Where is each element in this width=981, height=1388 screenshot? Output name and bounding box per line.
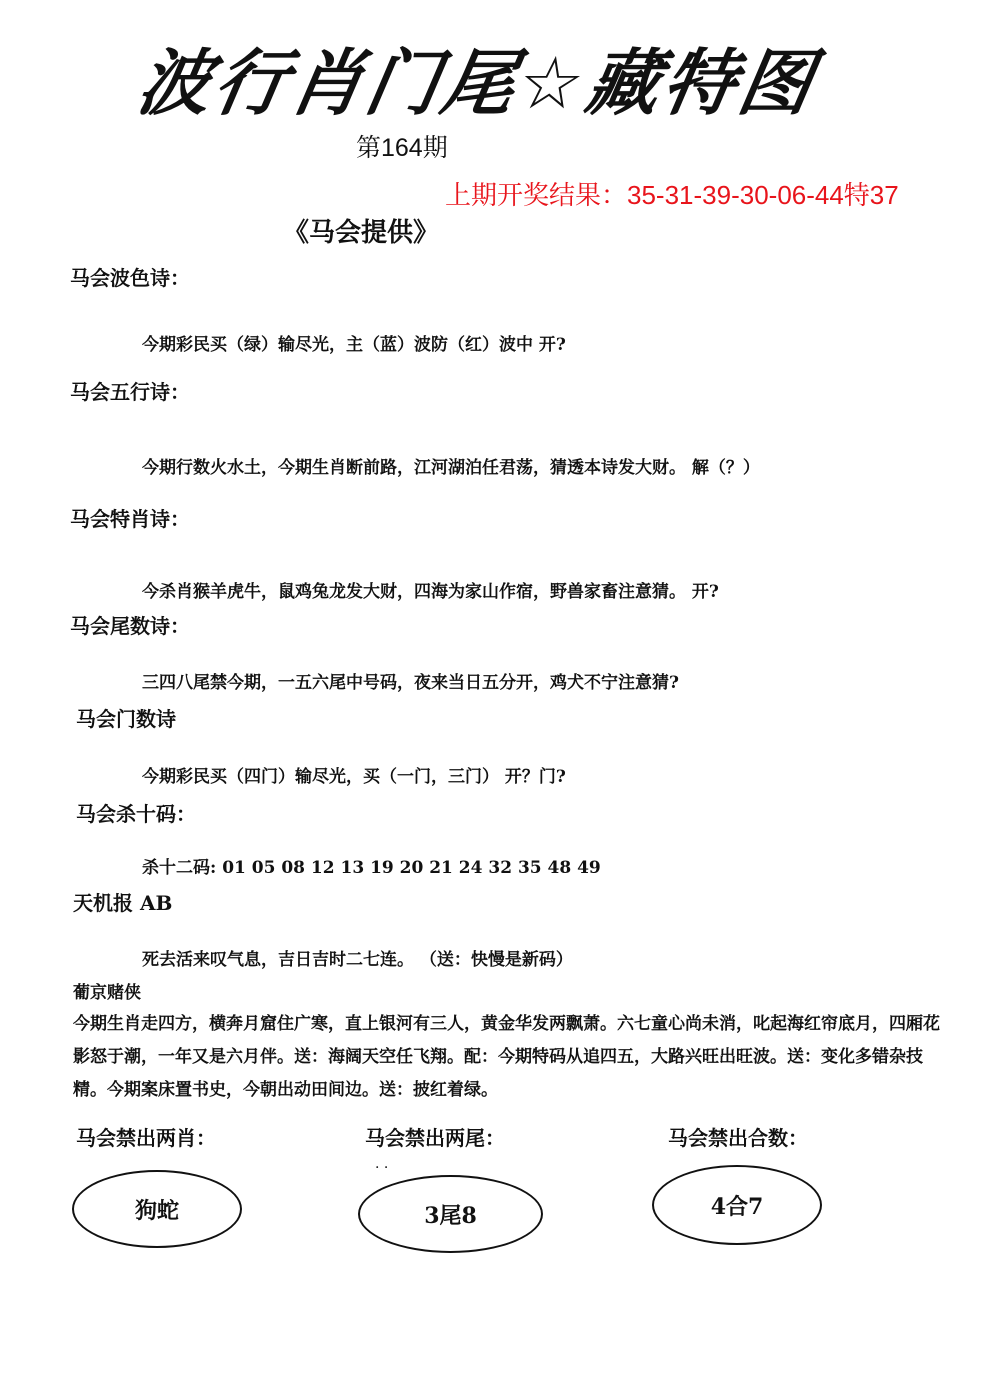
ban-zodiac-value: 狗蛇: [134, 1197, 179, 1224]
macau-text: 今期生肖走四方，横奔月窟住广寒，直上银河有三人，黄金华发两飘萧。六七童心尚未消，叱起海红帘底月，四厢花影怒于潮，一年又是六月伴。送：海阔天空任飞翔。配：今期特码从追四五，大路兴旺出旺波。送：变化多错杂技精。今期案床置书史，今朝出动田间边。送：披红着绿。: [73, 1014, 940, 1100]
kill-ten-text: 杀十二码: 01 05 08 12 13 19 20 21 24 32 35 48 49: [142, 858, 601, 878]
ban-tail-value: 3尾8: [424, 1202, 477, 1229]
page-title: 波行肖门尾☆藏特图: [131, 41, 823, 125]
ban-tail-ellipse: [358, 1175, 543, 1253]
issue-number: 第164期: [356, 134, 448, 162]
ban-zodiac-label: 马会禁出两肖：: [76, 1126, 216, 1150]
ban-sum-ellipse: [652, 1165, 822, 1245]
decorative-dots: · ·: [375, 1160, 389, 1176]
ban-zodiac-ellipse: [72, 1170, 242, 1248]
kill-ten-heading: 马会杀十码：: [76, 802, 196, 826]
tianji-text: 死去活来叹气息，吉日吉时二七连。 （送：快慢是新码）: [142, 950, 573, 970]
door-number-text: 今期彩民买（四门）输尽光，买（一门，三门） 开？门?: [142, 767, 566, 787]
last-result: 上期开奖结果：35-31-39-30-06-44特37: [445, 180, 899, 210]
special-zodiac-heading: 马会特肖诗：: [70, 507, 190, 531]
ban-sum-label: 马会禁出合数：: [668, 1126, 808, 1150]
tail-number-heading: 马会尾数诗：: [70, 614, 190, 638]
macau-heading: 葡京赌侠: [73, 983, 141, 1003]
tianji-heading: 天机报 AB: [73, 891, 173, 915]
five-elements-heading: 马会五行诗：: [70, 380, 190, 404]
wave-color-text: 今期彩民买（绿）输尽光，主（蓝）波防（红）波中 开?: [142, 335, 566, 355]
wave-color-heading: 马会波色诗：: [70, 266, 190, 290]
tail-number-text: 三四八尾禁今期，一五六尾中号码，夜来当日五分开，鸡犬不宁注意猜?: [142, 673, 679, 693]
ban-tail-label: 马会禁出两尾：: [365, 1126, 505, 1150]
ban-sum-value: 4合7: [710, 1193, 764, 1220]
five-elements-text: 今期行数火水土，今期生肖断前路，江河湖泊任君荡，猜透本诗发大财。 解（？）: [142, 458, 760, 478]
provider-label: 《马会提供》: [283, 218, 440, 248]
special-zodiac-text: 今杀肖猴羊虎牛，鼠鸡兔龙发大财，四海为家山作宿，野兽家畜注意猜。 开?: [142, 582, 719, 602]
door-number-heading: 马会门数诗: [76, 707, 176, 731]
